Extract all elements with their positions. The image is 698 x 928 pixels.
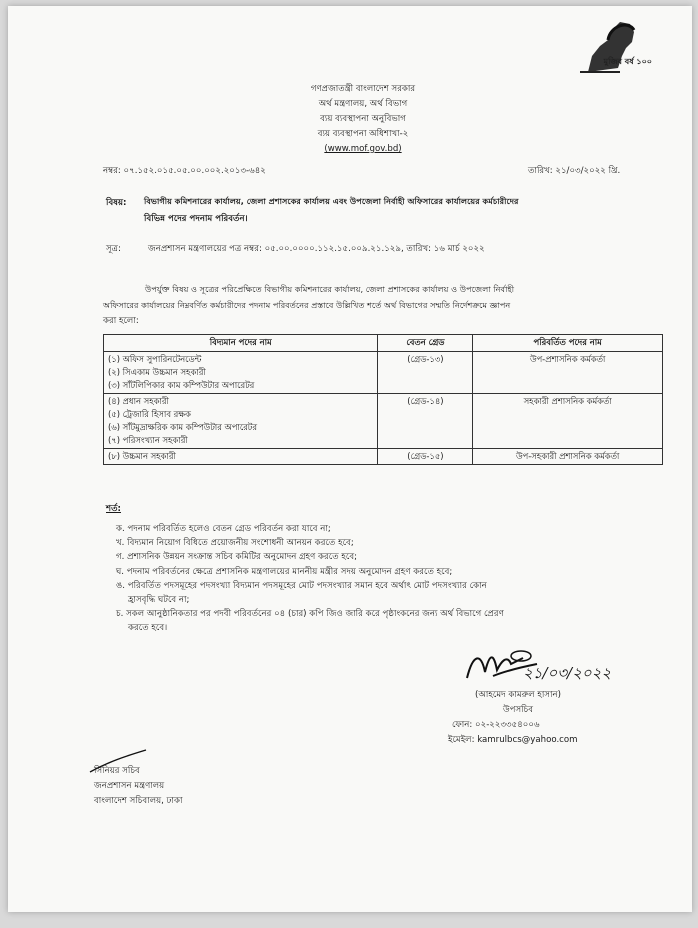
condition-item: ঘ. পদনাম পরিবর্তনের ক্ষেত্রে প্রশাসনিক মন্ত্রণালয়ের মাননীয় মন্ত্রীর সদয় অনুমোদন গ্রহণ করতে হবে; <box>116 566 453 577</box>
website-link[interactable]: (www.mof.gov.bd) <box>324 144 402 154</box>
phone-number: ফোন: ০২-২২৩৩৫৪০০৬ <box>452 720 540 730</box>
col-new-post: পরিবর্তিত পদের নাম <box>473 335 663 352</box>
table-row <box>104 352 663 394</box>
condition-item: খ. বিদ্যমান নিয়োগ বিধিতে প্রয়োজনীয় সংশোধনী আনয়ন করতে হবে; <box>116 538 354 549</box>
pay-grade-cell: (গ্রেড-১৫) <box>378 449 473 465</box>
wing-name: ব্যয় ব্যবস্থাপনা অনুবিভাগ <box>320 114 406 124</box>
condition-item: করতে হবে। <box>128 623 168 634</box>
signature-date: ২১/০৩/২০২২ <box>523 664 612 682</box>
designation-table <box>103 334 663 465</box>
col-existing-post: বিদ্যমান পদের নাম <box>104 335 378 352</box>
recipient-location: বাংলাদেশ সচিবালয়, ঢাকা <box>94 796 183 806</box>
subject-label: বিষয়: <box>106 198 127 208</box>
conditions-list <box>116 522 636 636</box>
existing-post: (৩) সাঁটলিপিকার কাম কম্পিউটার অপারেটর <box>108 380 255 390</box>
table-header-row <box>104 335 663 352</box>
condition-item: ক. পদনাম পরিবর্তিত হলেও বেতন গ্রেড পরিবর্তন করা যাবে না; <box>116 524 331 534</box>
condition-item: চ. সকল আনুষ্ঠানিকতার পর পদবী পরিবর্তনের ০৪ (চার) কপি জিও জারি করে পৃষ্ঠাংকনের জন্য অর্থ বিভাগে প্রেরণ <box>116 609 504 620</box>
ministry-name: অর্থ মন্ত্রণালয়, অর্থ বিভাগ <box>318 99 408 109</box>
body-paragraph <box>103 281 663 329</box>
condition-item: ঙ. পরিবর্তিত পদসমূহের পদসংখ্যা বিদ্যমান পদসমূহের মোট পদসংখ্যার সমান হবে অর্থাৎ মোট পদসংখ্যার কোন <box>116 580 487 591</box>
recipient-ministry: জনপ্রশাসন মন্ত্রণালয় <box>94 781 165 791</box>
govt-name: গণপ্রজাতন্ত্রী বাংলাদেশ সরকার <box>310 84 416 94</box>
branch-name: ব্যয় ব্যবস্থাপনা অধিশাখা-২ <box>317 129 409 139</box>
existing-post: (৮) উচ্চমান সহকারী <box>108 451 176 461</box>
table-row <box>104 449 663 465</box>
new-post-cell: উপ-প্রশাসনিক কর্মকর্তা <box>473 352 663 394</box>
letterhead <box>238 82 488 157</box>
signatory-block <box>428 688 608 718</box>
col-pay-grade: বেতন গ্রেড <box>378 335 473 352</box>
contact-block <box>448 718 578 748</box>
subject-line-2: বিভিন্ন পদের পদনাম পরিবর্তন। <box>144 214 248 224</box>
memo-date: তারিখ: ২১/০৩/২০২২ খ্রি. <box>528 166 621 176</box>
table-row <box>104 394 663 449</box>
document-page <box>8 6 692 912</box>
body-line-3: করা হলো: <box>103 316 139 326</box>
email-address[interactable]: ইমেইল: kamrulbcs@yahoo.com <box>448 735 578 745</box>
reference-label: সূত্র: <box>106 244 121 254</box>
body-line-2: অফিসারের কার্যালয়ের নিম্নবর্ণিত কর্মচারীদের পদনাম পরিবর্তনের প্রস্তাবে উল্লিখিত শর্তে অর্থ বিভাগের সম্মতি নির্দেশক্রমে জ্ঞাপন <box>103 300 511 310</box>
existing-posts-cell <box>104 449 378 465</box>
pay-grade-cell: (গ্রেড-১৩) <box>378 352 473 394</box>
existing-post: (৪) প্রধান সহকারী <box>108 396 169 406</box>
condition-item: গ. প্রশাসনিক উন্নয়ন সংক্রান্ত সচিব কমিটির অনুমোদন গ্রহণ করতে হবে; <box>116 552 358 563</box>
existing-post: (৬) সাঁটমুদ্রাক্ষরিক কাম কম্পিউটার অপারেটর <box>108 422 257 432</box>
body-line-1: উপর্যুক্ত বিষয় ও সূত্রের পরিপ্রেক্ষিতে বিভাগীয় কমিশনারের কার্যালয়, জেলা প্রশাসকের কার্যালয় ও উপজেলা নির্বাহী <box>145 284 515 294</box>
recipient-address <box>94 764 183 809</box>
mujib-borsho-logo <box>578 16 650 78</box>
existing-posts-cell <box>104 352 378 394</box>
existing-posts-cell <box>104 394 378 449</box>
emblem-text: মুজিব বর্ষ ১০০ <box>603 57 652 66</box>
signatory-name: (আহমেদ কামরুল হাসান) <box>474 690 562 700</box>
existing-post: (২) সিএকাম উচ্চমান সহকারী <box>108 367 206 377</box>
existing-post: (১) অফিস সুপারিনটেনডেন্ট <box>108 354 202 364</box>
conditions-title: শর্ত: <box>106 504 121 514</box>
condition-item: হ্রাসবৃদ্ধি ঘটবে না; <box>128 595 190 606</box>
subject-line-1: বিভাগীয় কমিশনারের কার্যালয়, জেলা প্রশাসকের কার্যালয় এবং উপজেলা নির্বাহী অফিসারের কার্যালয়ের কর্মচারীদের <box>144 196 519 206</box>
existing-post: (৭) পরিসংখ্যান সহকারী <box>108 435 188 445</box>
reference-text: জনপ্রশাসন মন্ত্রণালয়ের পত্র নম্বর: ০৫.০০.০০০০.১১২.১৫.০০৯.২১.১২৯, তারিখ: ১৬ মার্চ ২০২২ <box>148 244 485 254</box>
recipient-title: সিনিয়র সচিব <box>94 766 140 776</box>
signatory-designation: উপসচিব <box>502 705 534 715</box>
pay-grade-cell: (গ্রেড-১৪) <box>378 394 473 449</box>
new-post-cell: সহকারী প্রশাসনিক কর্মকর্তা <box>473 394 663 449</box>
existing-post: (৫) ট্রেজারি হিসাব রক্ষক <box>108 409 191 419</box>
new-post-cell: উপ-সহকারী প্রশাসনিক কর্মকর্তা <box>473 449 663 465</box>
memo-number: নম্বর: ০৭.১৫২.০১৫.০৫.০০.০০২.২০১৩-৬৪২ <box>103 166 266 176</box>
